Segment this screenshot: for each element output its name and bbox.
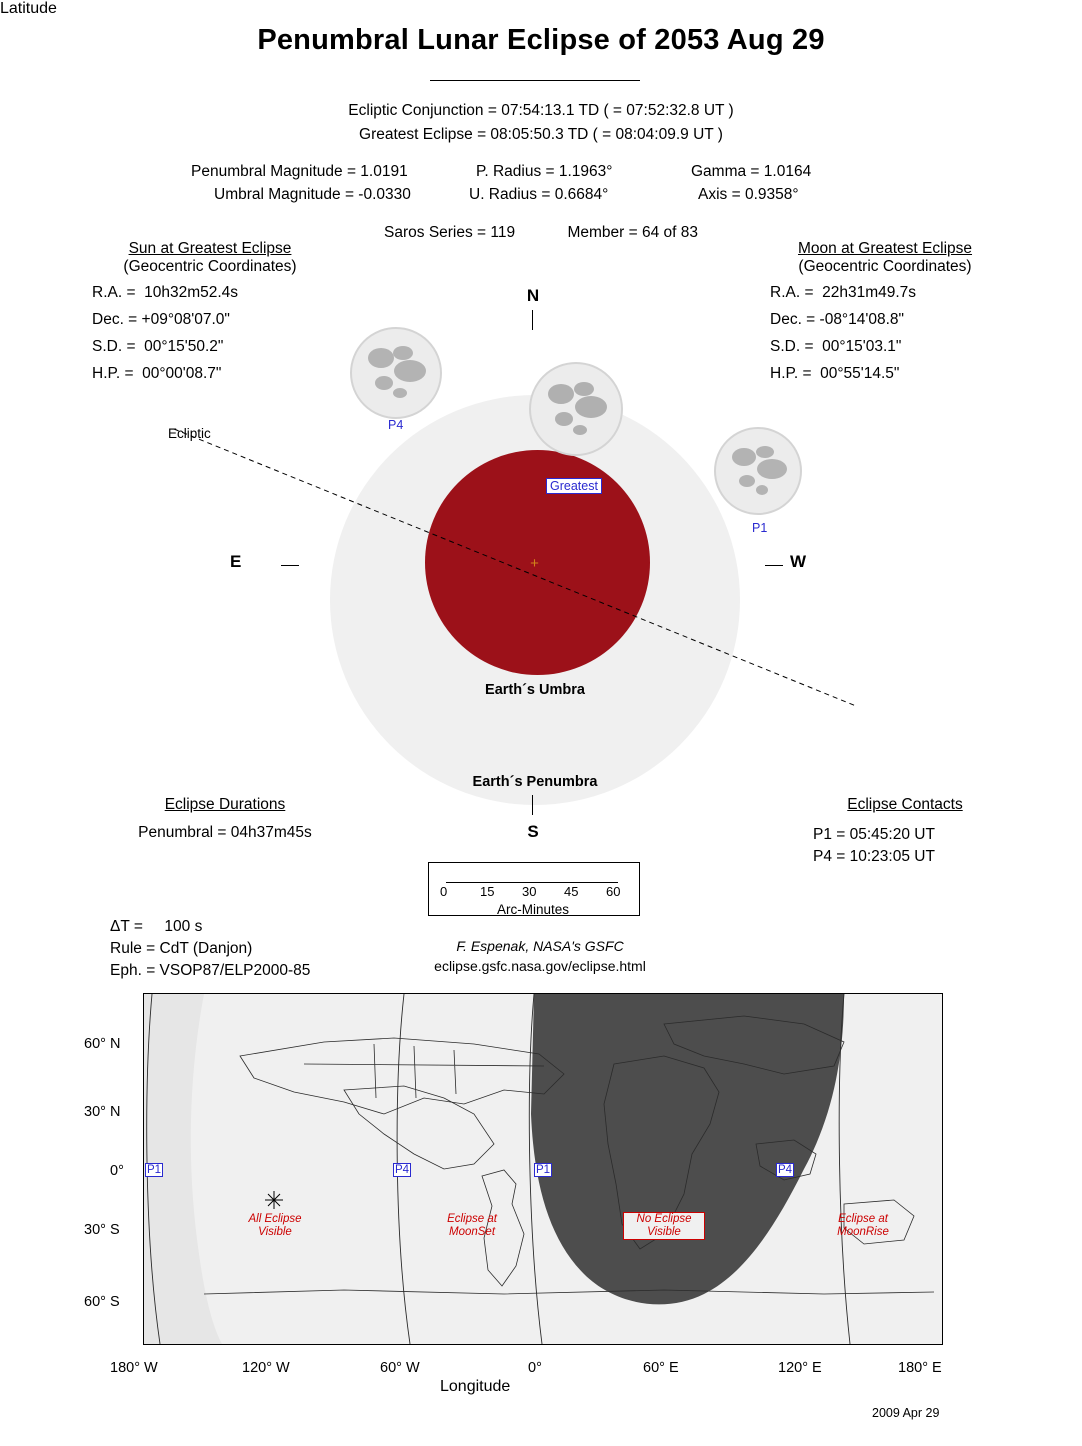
page-title: Penumbral Lunar Eclipse of 2053 Aug 29 [257,24,825,56]
region-eclipse-at-moonset-line2: MoonSet [448,1226,496,1238]
moon-disk-p4 [348,325,444,421]
region-all-eclipse-visible-line2: Visible [258,1226,292,1238]
west-tick [765,565,783,566]
eclipse-contacts-block [780,796,1030,868]
map-tag-p4-right: P4 [778,1164,793,1176]
sun-ra: R.A. = 10h32m52.4s [92,284,239,301]
south-tick [532,795,533,815]
moon-label-p1: P1 [752,521,768,535]
moon-sd: S.D. = 00°15'03.1" [770,338,902,355]
region-no-eclipse-visible [623,1212,705,1240]
contacts-heading: Eclipse Contacts [847,796,963,813]
sun-hp: H.P. = 00°00'08.7" [92,365,222,382]
scale-tick-60: 60 [606,884,621,899]
axis: Axis = 0.9358° [698,186,799,203]
sun-heading: Sun at Greatest Eclipse [128,240,292,257]
saros-member: Member = 64 of 83 [567,224,698,241]
moon-info-block [740,240,1030,384]
sun-subheading: (Geocentric Coordinates) [123,258,297,275]
region-eclipse-at-moonset-line1: Eclipse at [447,1213,497,1225]
rule: Rule = CdT (Danjon) [110,940,253,957]
contact-p1: P1 = 05:45:20 UT [813,826,935,843]
east-label: E [230,552,242,571]
penumbral-duration: Penumbral = 04h37m45s [138,824,312,841]
p-radius: P. Radius = 1.1963° [476,163,613,180]
scale-bar-label: Arc-Minutes [496,902,569,917]
ecliptic-conjunction-line: Ecliptic Conjunction = 07:54:13.1 TD ( = 07:52:32.8 UT ) [348,102,734,119]
moon-disk-p1 [712,425,804,517]
magnitude-block [0,160,1082,206]
lat-tick-60s: 60° S [84,1294,120,1310]
scale-bar-axis [446,882,618,883]
lon-tick-180e: 180° E [898,1360,942,1376]
map-tag-p1-left: P1 [147,1164,162,1176]
region-eclipse-at-moonrise [818,1213,908,1239]
longitude-axis-label: Longitude [440,1378,511,1395]
region-no-eclipse-visible-line1: No Eclipse [636,1213,692,1225]
lon-tick-60w: 60° W [380,1360,420,1376]
moon-label-p4: P4 [388,418,404,432]
moon-heading: Moon at Greatest Eclipse [797,240,973,257]
lon-tick-0: 0° [528,1360,542,1376]
credit-author: F. Espenak, NASA's GSFC [456,938,624,954]
moon-dec: Dec. = -08°14'08.8" [770,311,905,328]
lat-tick-30s: 30° S [84,1222,120,1238]
region-all-eclipse-visible [230,1213,320,1239]
east-tick [281,565,299,566]
region-no-eclipse-visible-line2: Visible [647,1226,681,1238]
durations-heading: Eclipse Durations [164,796,286,813]
greatest-eclipse-line: Greatest Eclipse = 08:05:50.3 TD ( = 08:04:09.9 UT ) [359,126,723,143]
sun-info-block [70,240,350,384]
region-eclipse-at-moonrise-line1: Eclipse at [838,1213,888,1225]
latitude-axis-label: Latitude [0,0,57,17]
moon-hp: H.P. = 00°55'14.5" [770,365,900,382]
saros-series: Saros Series = 119 [384,224,516,241]
moon-ra: R.A. = 22h31m49.7s [770,284,917,301]
sun-sd: S.D. = 00°15'50.2" [92,338,224,355]
lon-tick-120w: 120° W [242,1360,290,1376]
contact-p4: P4 = 10:23:05 UT [813,848,935,865]
eclipse-durations-block [95,796,355,842]
penumbra-label: Earth´s Penumbra [472,774,598,790]
scale-tick-30: 30 [522,884,537,899]
delta-t: ΔT = 100 s [110,918,203,935]
region-all-eclipse-visible-line1: All Eclipse [248,1213,302,1225]
region-eclipse-at-moonset [428,1213,516,1239]
region-eclipse-at-moonrise-line2: MoonRise [837,1226,889,1238]
umbral-magnitude: Umbral Magnitude = -0.0330 [214,186,411,203]
lon-tick-180w: 180° W [110,1360,158,1376]
scale-tick-15: 15 [480,884,495,899]
ecliptic-label: Ecliptic [168,426,211,441]
gamma: Gamma = 1.0164 [691,163,812,180]
title-divider [430,80,640,81]
computation-params [110,916,310,982]
north-label: N [526,286,540,305]
moon-disk-greatest [527,360,625,458]
lat-tick-60n: 60° N [84,1036,121,1052]
lat-tick-30n: 30° N [84,1104,121,1120]
u-radius: U. Radius = 0.6684° [469,186,609,203]
map-tag-p4-left: P4 [395,1164,410,1176]
south-label: S [527,822,539,841]
scale-tick-0: 0 [440,884,448,899]
moon-subheading: (Geocentric Coordinates) [798,258,972,275]
greatest-tag: Greatest [546,478,602,494]
date-stamp: 2009 Apr 29 [872,1406,940,1420]
shadow-center-marker: + [530,555,539,572]
lat-tick-0: 0° [110,1163,124,1179]
lon-tick-120e: 120° E [778,1360,822,1376]
penumbral-magnitude: Penumbral Magnitude = 1.0191 [191,163,408,180]
lon-tick-60e: 60° E [643,1360,679,1376]
sun-dec: Dec. = +09°08'07.0" [92,311,230,328]
umbra-label: Earth´s Umbra [485,682,585,698]
scale-tick-45: 45 [564,884,579,899]
west-label: W [790,552,807,571]
ephemeris: Eph. = VSOP87/ELP2000-85 [110,962,311,979]
credit-url: eclipse.gsfc.nasa.gov/eclipse.html [434,958,646,974]
map-tag-p1-right: P1 [536,1164,551,1176]
north-tick [532,310,533,330]
